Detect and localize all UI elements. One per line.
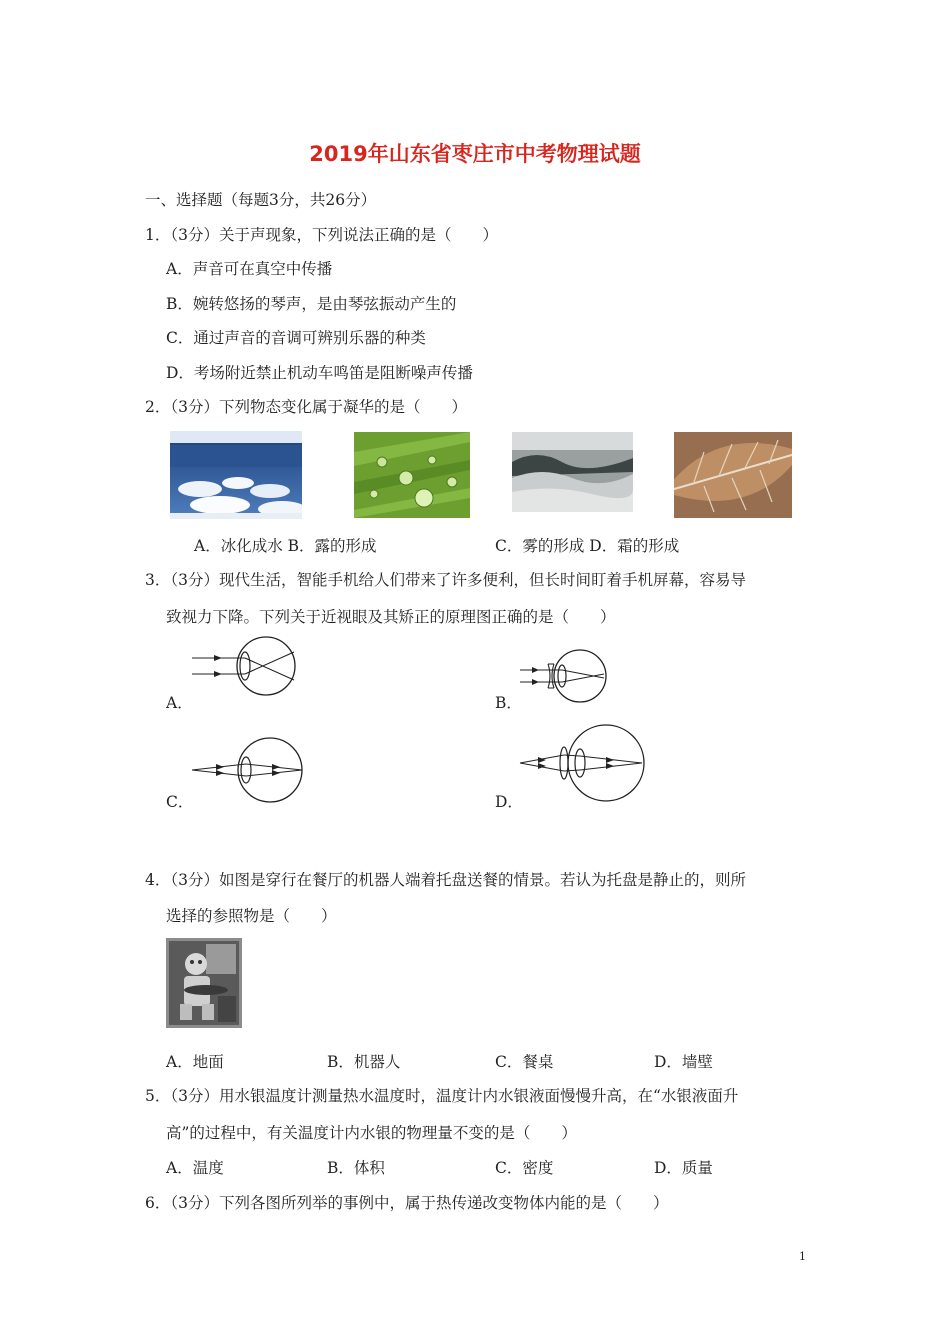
q1-option-a: A．声音可在真空中传播 bbox=[166, 260, 333, 278]
q6-stem: 6．（3分）下列各图所列举的事例中，属于热传递改变物体内能的是（ ） bbox=[145, 1194, 669, 1212]
q1-option-b: B．婉转悠扬的琴声，是由琴弦振动产生的 bbox=[166, 295, 457, 313]
page-number: 1 bbox=[799, 1250, 806, 1263]
eye-diagram-c bbox=[190, 736, 310, 804]
q1-option-d: D．考场附近禁止机动车鸣笛是阻断噪声传播 bbox=[166, 364, 473, 382]
eye-diagram-d bbox=[518, 722, 648, 804]
dew-photo bbox=[354, 432, 470, 518]
q4-option-a: A．地面 bbox=[166, 1053, 224, 1071]
q2-stem: 2．（3分）下列物态变化属于凝华的是（ ） bbox=[145, 398, 467, 416]
q5-option-b: B．体积 bbox=[327, 1159, 385, 1177]
q1-option-c: C．通过声音的音调可辨别乐器的种类 bbox=[166, 329, 426, 347]
q4-stem-line1: 4．（3分）如图是穿行在餐厅的机器人端着托盘送餐的情景。若认为托盘是静止的，则所 bbox=[145, 871, 746, 889]
q3-option-d: D． bbox=[495, 793, 523, 811]
q4-stem-line2: 选择的参照物是（ ） bbox=[166, 907, 337, 925]
fog-photo bbox=[512, 432, 633, 512]
robot-waiter-photo bbox=[166, 938, 242, 1028]
q3-stem-line2: 致视力下降。下列关于近视眼及其矫正的原理图正确的是（ ） bbox=[166, 608, 616, 626]
q5-option-c: C．密度 bbox=[495, 1159, 554, 1177]
q5-option-a: A．温度 bbox=[166, 1159, 224, 1177]
eye-diagram-b bbox=[518, 648, 610, 704]
q2-options-left: A．冰化成水 B．露的形成 bbox=[194, 537, 377, 555]
q3-option-c: C． bbox=[166, 793, 194, 811]
page-title: 2019年山东省枣庄市中考物理试题 bbox=[309, 142, 641, 166]
q3-stem-line1: 3．（3分）现代生活，智能手机给人们带来了许多便利，但长时间盯着手机屏幕，容易导 bbox=[145, 571, 746, 589]
q4-option-c: C．餐桌 bbox=[495, 1053, 554, 1071]
ice-melting-photo bbox=[170, 431, 302, 519]
q5-stem-line1: 5．（3分）用水银温度计测量热水温度时，温度计内水银液面慢慢升高，在“水银液面升 bbox=[145, 1087, 739, 1105]
eye-diagram-a bbox=[190, 636, 302, 696]
q2-options-right: C．雾的形成 D．霜的形成 bbox=[495, 537, 680, 555]
q4-option-d: D．墙壁 bbox=[654, 1053, 713, 1071]
frost-photo bbox=[674, 432, 792, 518]
section-heading: 一、选择题（每题3分，共26分） bbox=[145, 191, 377, 209]
q4-option-b: B．机器人 bbox=[327, 1053, 401, 1071]
q5-stem-line2: 高”的过程中，有关温度计内水银的物理量不变的是（ ） bbox=[166, 1124, 577, 1142]
q3-option-a: A． bbox=[166, 694, 193, 712]
q5-option-d: D．质量 bbox=[654, 1159, 713, 1177]
q3-option-b: B． bbox=[495, 694, 522, 712]
q1-stem: 1．（3分）关于声现象，下列说法正确的是（ ） bbox=[145, 226, 498, 244]
